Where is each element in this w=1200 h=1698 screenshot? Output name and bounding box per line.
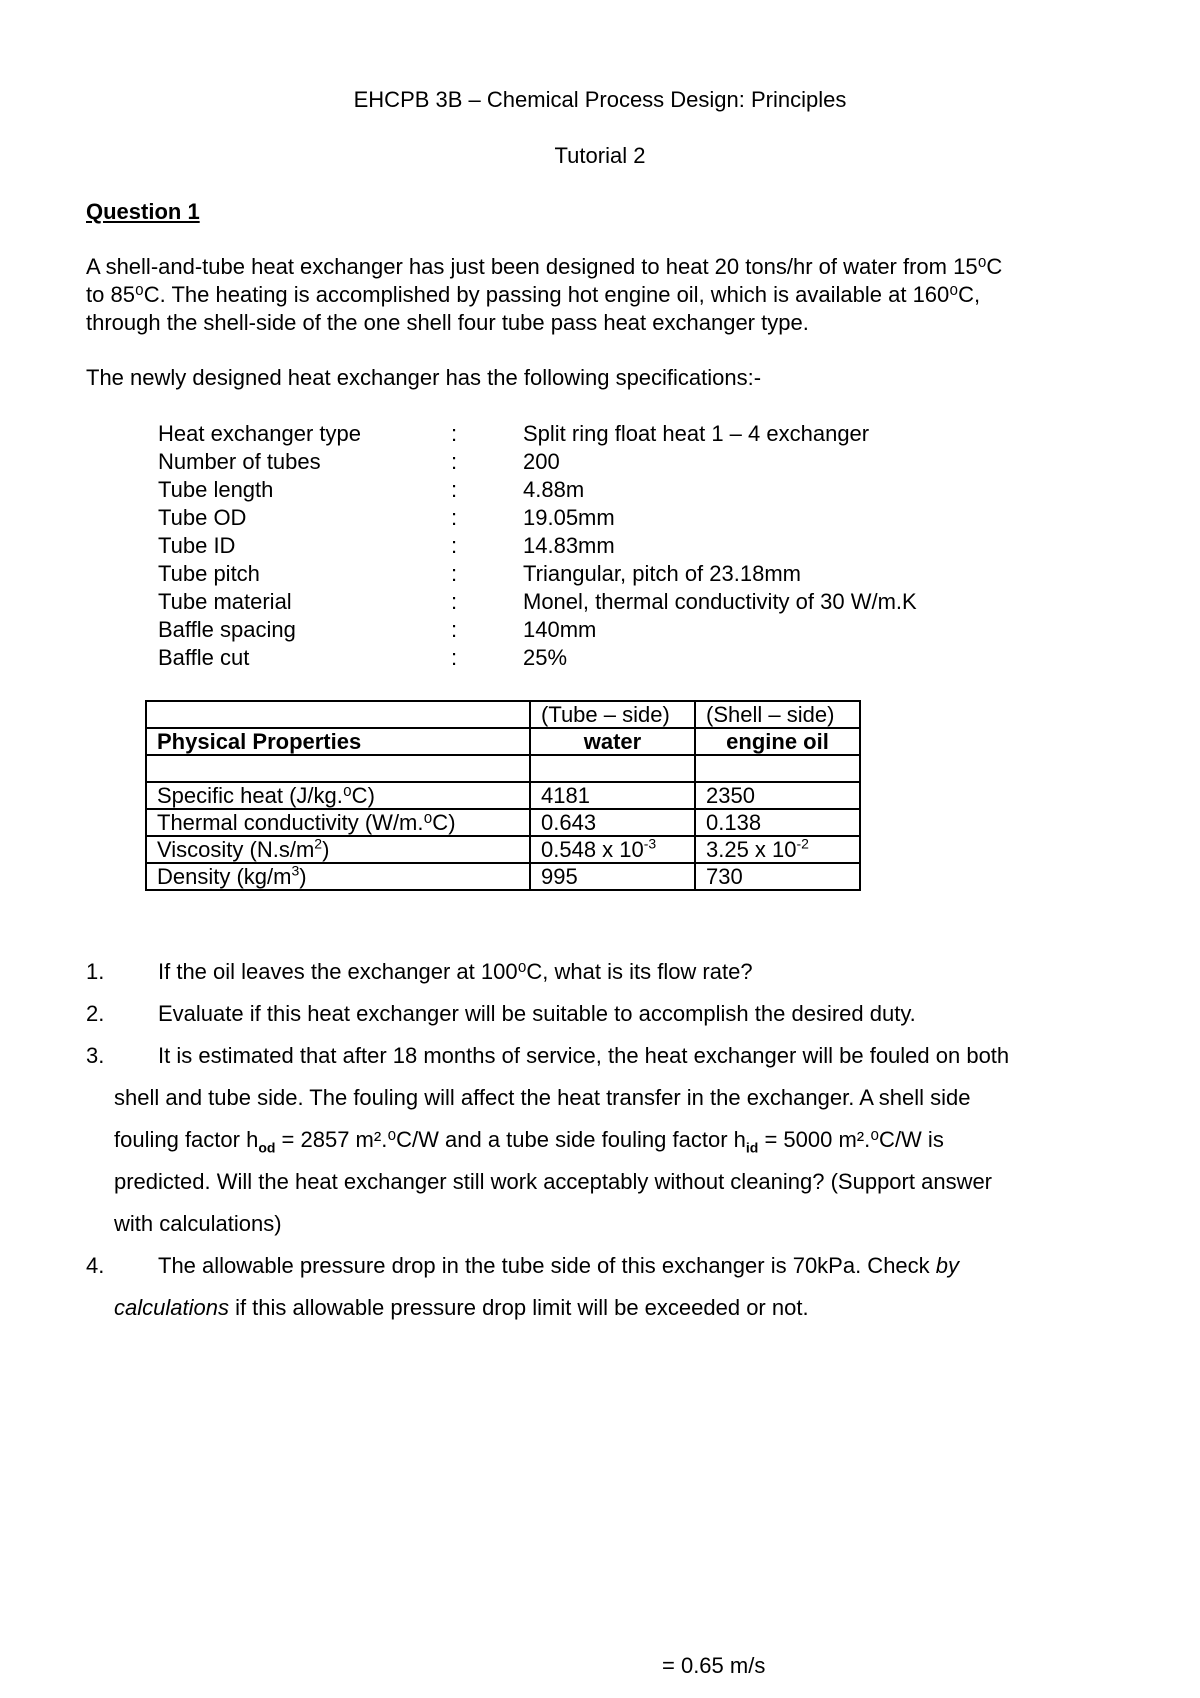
property-name: Specific heat (J/kg.⁰C) bbox=[146, 782, 530, 809]
spec-value: 140mm bbox=[523, 617, 597, 642]
superscript: -3 bbox=[643, 835, 657, 852]
spec-colon: : bbox=[451, 421, 458, 446]
spec-colon: : bbox=[451, 617, 458, 642]
spec-colon: : bbox=[451, 561, 458, 586]
table-row bbox=[146, 836, 860, 863]
spec-label: Tube OD bbox=[158, 505, 247, 530]
oil-value: 2350 bbox=[695, 782, 860, 809]
spec-value: Monel, thermal conductivity of 30 W/m.K bbox=[523, 589, 917, 614]
tube-side-label: (Tube – side) bbox=[530, 701, 695, 728]
spec-value: Triangular, pitch of 23.18mm bbox=[523, 561, 801, 586]
water-value: 0.643 bbox=[530, 809, 695, 836]
intro-line-1: A shell-and-tube heat exchanger has just been designed to heat 20 tons/hr of water from 15⁰C bbox=[86, 254, 1003, 279]
spec-label: Heat exchanger type bbox=[158, 421, 362, 446]
spec-colon: : bbox=[451, 645, 458, 670]
task-text: fouling factor $h_{od} = 2857$ m².⁰C/W and a tube side fouling factor $h_{id} = 5000$ m².⁰C/W is bbox=[114, 1127, 944, 1156]
task-text: It is estimated that after 18 months of service, the heat exchanger will be fouled on both bbox=[158, 1043, 1010, 1068]
velocity-result: = 0.65 m/s bbox=[662, 1653, 766, 1678]
spec-value: 4.88m bbox=[523, 477, 585, 502]
header-water: water bbox=[530, 728, 695, 755]
spec-value: 200 bbox=[523, 449, 560, 474]
table-row bbox=[146, 701, 860, 728]
task-text: shell and tube side. The fouling will affect the heat transfer in the exchanger. A shell side bbox=[114, 1085, 971, 1110]
tutorial-title: Tutorial 2 bbox=[554, 143, 646, 168]
superscript: -2 bbox=[796, 835, 809, 852]
task-text: predicted. Will the heat exchanger still work acceptably without cleaning? (Support answer bbox=[114, 1169, 993, 1194]
property-name: Density $(kg/m^3)$ bbox=[146, 863, 530, 890]
spec-value: 25% bbox=[523, 645, 568, 670]
superscript: 3 bbox=[291, 862, 300, 879]
table-cell bbox=[695, 755, 860, 782]
spec-label: Tube material bbox=[158, 589, 292, 614]
spec-intro: The newly designed heat exchanger has the following specifications:- bbox=[86, 365, 762, 390]
oil-value: 3.25 x $10^{-2}$ bbox=[695, 836, 860, 863]
spec-colon: : bbox=[451, 533, 458, 558]
subscript: id bbox=[745, 1139, 759, 1156]
spec-value: Split ring float heat 1 – 4 exchanger bbox=[523, 421, 870, 446]
spec-label: Tube ID bbox=[158, 533, 236, 558]
spec-label: Tube length bbox=[158, 477, 274, 502]
table-header-row bbox=[146, 728, 860, 755]
shell-side-label: (Shell – side) bbox=[695, 701, 860, 728]
spec-colon: : bbox=[451, 477, 458, 502]
task-number: 3. bbox=[86, 1043, 105, 1068]
task-text: The allowable pressure drop in the tube side of this exchanger is 70kPa. Check by bbox=[158, 1253, 960, 1278]
property-name: Thermal conductivity (W/m.⁰C) bbox=[146, 809, 530, 836]
table-cell bbox=[146, 755, 530, 782]
oil-value: 0.138 bbox=[695, 809, 860, 836]
table-row bbox=[146, 755, 860, 782]
spec-label: Baffle cut bbox=[158, 645, 250, 670]
task-text: calculations if this allowable pressure drop limit will be exceeded or not. bbox=[114, 1295, 809, 1320]
subscript: od bbox=[258, 1139, 276, 1156]
spec-colon: : bbox=[451, 589, 458, 614]
water-value: 4181 bbox=[530, 782, 695, 809]
physical-properties-table bbox=[145, 700, 861, 891]
spec-label: Baffle spacing bbox=[158, 617, 296, 642]
spec-colon: : bbox=[451, 449, 458, 474]
intro-line-3: through the shell-side of the one shell four tube pass heat exchanger type. bbox=[86, 310, 809, 335]
spec-label: Number of tubes bbox=[158, 449, 321, 474]
table-row bbox=[146, 863, 860, 890]
spec-value: 14.83mm bbox=[523, 533, 615, 558]
task-number: 2. bbox=[86, 1001, 105, 1026]
table-cell bbox=[530, 755, 695, 782]
task-text: If the oil leaves the exchanger at 100⁰C, what is its flow rate? bbox=[158, 959, 753, 984]
property-name: Viscosity $(N.s/m^2)$ bbox=[146, 836, 530, 863]
spec-colon: : bbox=[451, 505, 458, 530]
header-physical-properties: Physical Properties bbox=[146, 728, 530, 755]
spec-value: 19.05mm bbox=[523, 505, 615, 530]
task-number: 4. bbox=[86, 1253, 105, 1278]
intro-line-2: to 85⁰C. The heating is accomplished by passing hot engine oil, which is available at 160⁰C, bbox=[86, 282, 981, 307]
water-value: 995 bbox=[530, 863, 695, 890]
task-number: 1. bbox=[86, 959, 105, 984]
oil-value: 730 bbox=[695, 863, 860, 890]
header-engine-oil: engine oil bbox=[695, 728, 860, 755]
spec-label: Tube pitch bbox=[158, 561, 260, 586]
table-row bbox=[146, 782, 860, 809]
water-value: 0.548 x $10^{-3}$ bbox=[530, 836, 695, 863]
task-text: with calculations) bbox=[114, 1211, 282, 1236]
question-heading: Question 1 bbox=[86, 199, 200, 224]
superscript: 2 bbox=[314, 835, 323, 852]
course-title: EHCPB 3B – Chemical Process Design: Principles bbox=[353, 87, 847, 112]
task-text: Evaluate if this heat exchanger will be suitable to accomplish the desired duty. bbox=[158, 1001, 916, 1026]
table-cell bbox=[146, 701, 530, 728]
table-row bbox=[146, 809, 860, 836]
